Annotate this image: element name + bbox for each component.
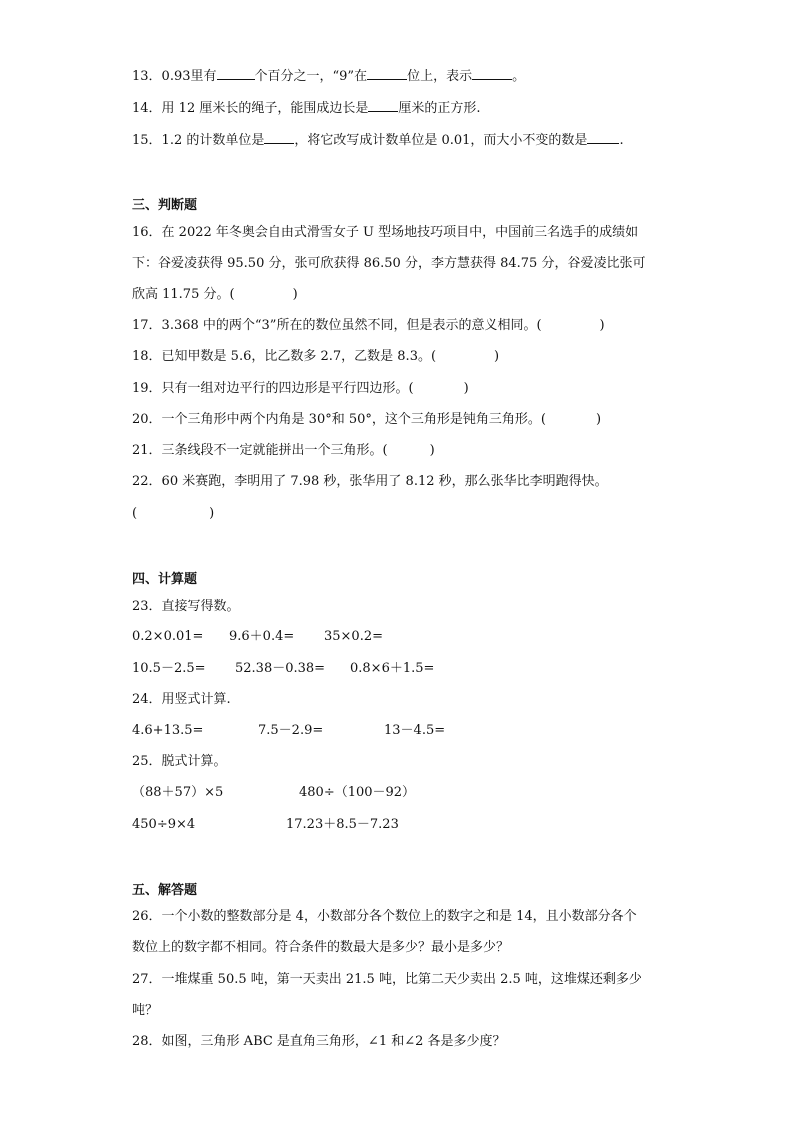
section-title: 四、计算题 (132, 572, 198, 587)
q13-text-b: 个百分之一，“9”在 (254, 69, 368, 84)
question-14 (132, 98, 481, 118)
expression: （88＋57）×5 (132, 785, 224, 800)
question-22-line-1: 22．60 米赛跑，李明用了 7.98 秒，张华用了 8.12 秒，那么张华比李明跑得快。 (132, 474, 608, 489)
q15-text-b: ，将它改写成计数单位是 0.01，而大小不变的数是 (294, 133, 588, 148)
question-16-line-2: 下：谷爱凌获得 95.50 分，张可欣获得 86.50 分，李方慧获得 84.75 分，谷爱凌比张可 (132, 256, 646, 271)
expression: 10.5－2.5= (132, 661, 206, 676)
expression: 9.6＋0.4= (229, 629, 295, 644)
q13-text-d: 。 (512, 69, 526, 84)
expression: 13－4.5= (384, 723, 446, 738)
answer-blank[interactable] (367, 66, 407, 80)
expression: 0.8×6＋1.5= (350, 661, 435, 676)
q19-text-a: 19．只有一组对边平行的四边形是平行四边形。( (132, 381, 414, 396)
q17-text-a: 17．3.368 中的两个“3”所在的数位虽然不同，但是表示的意义相同。( (132, 318, 542, 333)
expression: 7.5－2.9= (258, 723, 324, 738)
question-24-title: 24．用竖式计算. (132, 692, 231, 707)
q14-text-b: 厘米的正方形. (398, 101, 481, 116)
q20-text-b: ) (595, 412, 602, 427)
expression: 480÷（100－92） (299, 785, 416, 800)
q20-text-a: 20．一个三角形中两个内角是 30°和 50°，这个三角形是钝角三角形。( (132, 412, 546, 427)
q14-text-a: 14．用 12 厘米长的绳子，能围成边长是 (132, 101, 369, 116)
question-19 (132, 380, 469, 398)
expression: 0.2×0.01= (132, 629, 204, 644)
answer-blank[interactable] (217, 66, 255, 80)
q22-text-a: ( (132, 506, 138, 521)
q22-text-b: ) (209, 506, 215, 521)
q16-text-b: ) (292, 287, 298, 302)
question-20 (132, 411, 601, 429)
q13-text-c: 位上，表示 (407, 69, 473, 84)
q15-text-a: 15．1.2 的计数单位是 (132, 133, 265, 148)
question-15 (132, 130, 624, 150)
q18-text-b: ) (494, 349, 500, 364)
expression: 450÷9×4 (132, 817, 196, 832)
answer-blank[interactable] (368, 98, 398, 112)
question-18 (132, 348, 499, 366)
answer-blank[interactable] (264, 130, 294, 144)
expression: 52.38－0.38= (235, 661, 326, 676)
expression: 35×0.2= (324, 629, 384, 644)
question-16-line-3 (132, 286, 298, 304)
q21-text-b: ) (429, 443, 435, 458)
q19-text-b: ) (463, 381, 469, 396)
q17-text-b: ) (599, 318, 605, 333)
question-26-line-2: 数位上的数字都不相同。符合条件的数最大是多少？最小是多少？ (132, 940, 510, 955)
answer-blank[interactable] (587, 130, 619, 144)
section-title: 五、解答题 (132, 883, 198, 898)
expression: 4.6+13.5= (132, 723, 204, 738)
question-27-line-1: 27．一堆煤重 50.5 吨，第一天卖出 21.5 吨，比第二天少卖出 2.5 吨，这堆煤还剩多少 (132, 972, 642, 987)
question-22-line-2 (132, 505, 214, 523)
question-28: 28．如图，三角形 ABC 是直角三角形，∠1 和∠2 各是多少度？ (132, 1034, 506, 1049)
question-23-title: 23．直接写得数。 (132, 599, 240, 614)
expression: 17.23＋8.5－7.23 (286, 817, 399, 832)
question-21 (132, 442, 435, 460)
question-16-line-1: 16．在 2022 年冬奥会自由式滑雪女子 U 型场地技巧项目中，中国前三名选手的成绩如 (132, 225, 639, 240)
answer-blank[interactable] (472, 66, 512, 80)
question-25-title: 25．脱式计算。 (132, 754, 227, 769)
question-17 (132, 317, 605, 335)
q13-text-a: 13．0.93里有 (132, 69, 217, 84)
section-title: 三、判断题 (132, 198, 198, 213)
question-27-line-2: 吨？ (132, 1003, 159, 1018)
question-13 (132, 66, 525, 86)
q15-text-c: . (619, 133, 624, 148)
q16-text-a: 欣高 11.75 分。( (132, 287, 235, 302)
q18-text-a: 18．已知甲数是 5.6，比乙数多 2.7，乙数是 8.3。( (132, 349, 437, 364)
q21-text-a: 21．三条线段不一定就能拼出一个三角形。( (132, 443, 388, 458)
question-26-line-1: 26．一个小数的整数部分是 4，小数部分各个数位上的数字之和是 14，且小数部分各个 (132, 909, 637, 924)
